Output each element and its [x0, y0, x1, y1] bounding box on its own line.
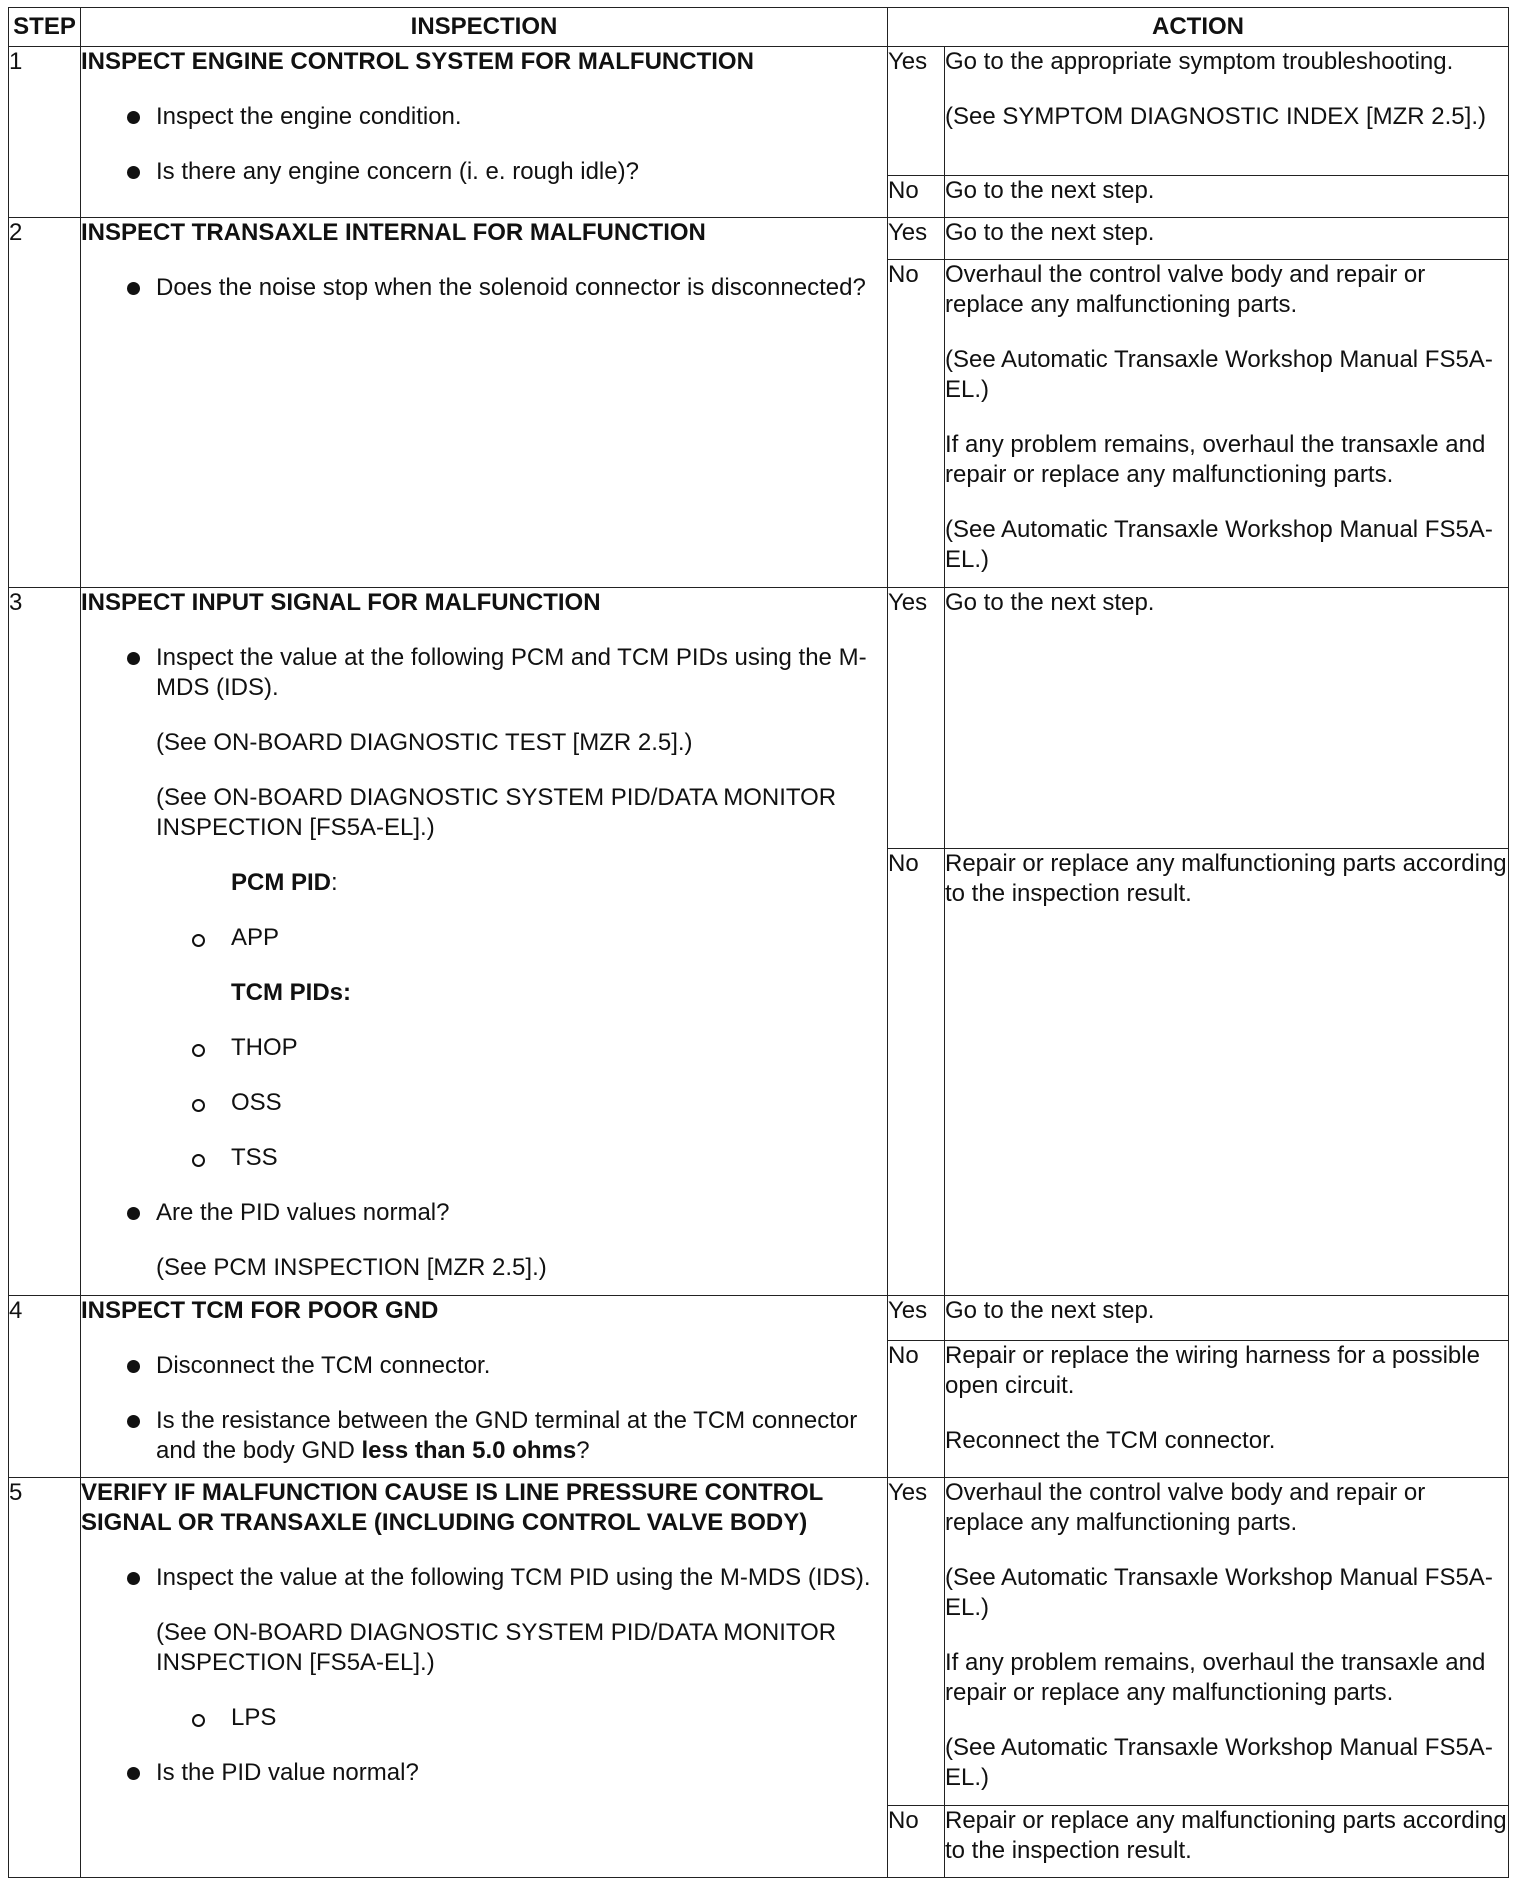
step-title: INSPECT INPUT SIGNAL FOR MALFUNCTION: [81, 589, 601, 616]
yes-label: Yes: [888, 47, 945, 176]
action-text: Overhaul the control valve body and repair or replace any malfunctioning parts.: [945, 261, 1426, 318]
action-text: Go to the next step.: [945, 177, 1155, 204]
question-mark: ?: [576, 1437, 590, 1464]
step-1-inspection: [81, 47, 888, 218]
action-text: Repair or replace any malfunctioning parts according to the inspection result.: [945, 1807, 1507, 1864]
bullet-item: Inspect the engine condition.: [81, 102, 887, 132]
step-2-inspection: [81, 218, 888, 588]
reference-note: (See PCM INSPECTION [MZR 2.5].): [156, 1254, 547, 1281]
yes-label: Yes: [888, 1296, 945, 1341]
bullet-item: Are the PID values normal?: [81, 1198, 887, 1228]
no-label: No: [888, 849, 945, 1296]
step-5-yes-action: [945, 1478, 1509, 1806]
step-4-no-action: [945, 1341, 1509, 1478]
step-2-yes-action: [945, 218, 1509, 260]
step-number: 5: [9, 1478, 81, 1878]
step-3-inspection: [81, 588, 888, 1296]
pid-item: TSS: [81, 1143, 887, 1173]
pid-item: THOP: [81, 1033, 887, 1063]
step-2-yes-row: [9, 218, 1509, 260]
header-action: ACTION: [888, 8, 1509, 47]
yes-label: Yes: [888, 1478, 945, 1806]
bullet-item: Does the noise stop when the solenoid connector is disconnected?: [81, 273, 887, 303]
yes-label: Yes: [888, 218, 945, 260]
step-1-no-action: [945, 176, 1509, 218]
no-label: No: [888, 1806, 945, 1878]
step-title: INSPECT ENGINE CONTROL SYSTEM FOR MALFUNCTION: [81, 48, 754, 75]
step-4-yes-action: [945, 1296, 1509, 1341]
action-text: Go to the appropriate symptom troubleshooting.: [945, 48, 1454, 75]
action-text: Repair or replace the wiring harness for a possible open circuit.: [945, 1342, 1480, 1399]
step-5-yes-row: [9, 1478, 1509, 1806]
no-label: No: [888, 176, 945, 218]
step-4-inspection: [81, 1296, 888, 1478]
pid-item: LPS: [81, 1703, 887, 1733]
action-text: Go to the next step.: [945, 219, 1155, 246]
no-label: No: [888, 260, 945, 588]
action-text: Go to the next step.: [945, 1297, 1155, 1324]
step-number: 4: [9, 1296, 81, 1478]
bullet-item: [81, 1406, 887, 1466]
diagnostic-table: [8, 7, 1509, 1878]
bullet-item: Is the PID value normal?: [81, 1758, 887, 1788]
step-number: 1: [9, 47, 81, 218]
pcm-pid-colon: :: [331, 869, 338, 896]
step-3-yes-action: [945, 588, 1509, 849]
action-reference: (See Automatic Transaxle Workshop Manual FS5A-EL.): [945, 346, 1493, 403]
pid-item: APP: [81, 923, 887, 953]
resistance-question: Is the resistance between the GND terminal at the TCM connector and the body GND: [156, 1407, 858, 1464]
action-text: If any problem remains, overhaul the transaxle and repair or replace any malfunctioning parts.: [945, 431, 1486, 488]
resistance-threshold: less than 5.0 ohms: [361, 1437, 577, 1464]
yes-label: Yes: [888, 588, 945, 849]
action-text: Go to the next step.: [945, 589, 1155, 616]
pcm-pid-label: PCM PID: [231, 869, 332, 896]
step-2-no-action: [945, 260, 1509, 588]
table-header-row: [9, 8, 1509, 47]
step-title: INSPECT TRANSAXLE INTERNAL FOR MALFUNCTION: [81, 219, 706, 246]
bullet-item: Is there any engine concern (i. e. rough idle)?: [81, 157, 887, 187]
step-title: VERIFY IF MALFUNCTION CAUSE IS LINE PRESSURE CONTROL SIGNAL OR TRANSAXLE (INCLUDING CONTROL VALVE BODY): [81, 1479, 823, 1536]
bullet-item: Disconnect the TCM connector.: [81, 1351, 887, 1381]
step-number: 2: [9, 218, 81, 588]
header-inspection: INSPECTION: [81, 8, 888, 47]
tcm-pid-heading: [81, 978, 887, 1008]
action-reference: (See Automatic Transaxle Workshop Manual FS5A-EL.): [945, 1564, 1493, 1621]
step-1-yes-action: [945, 47, 1509, 176]
tcm-pid-label: TCM PIDs: [231, 979, 344, 1006]
step-5-inspection: [81, 1478, 888, 1878]
reference-note: (See ON-BOARD DIAGNOSTIC TEST [MZR 2.5].): [156, 729, 693, 756]
tcm-pid-colon: :: [343, 979, 352, 1006]
action-reference: (See Automatic Transaxle Workshop Manual FS5A-EL.): [945, 1734, 1493, 1791]
pcm-pid-heading: [81, 868, 887, 898]
action-text: Overhaul the control valve body and repair or replace any malfunctioning parts.: [945, 1479, 1426, 1536]
bullet-item: Inspect the value at the following TCM PID using the M-MDS (IDS).: [81, 1563, 887, 1593]
action-reference: (See SYMPTOM DIAGNOSTIC INDEX [MZR 2.5].): [945, 103, 1486, 130]
action-text: Repair or replace any malfunctioning parts according to the inspection result.: [945, 850, 1507, 907]
step-1-yes-row: [9, 47, 1509, 176]
step-4-yes-row: [9, 1296, 1509, 1341]
action-reference: (See Automatic Transaxle Workshop Manual FS5A-EL.): [945, 516, 1493, 573]
step-3-no-action: [945, 849, 1509, 1296]
no-label: No: [888, 1341, 945, 1478]
step-number: 3: [9, 588, 81, 1296]
header-step: STEP: [9, 8, 81, 47]
bullet-item: Inspect the value at the following PCM and TCM PIDs using the M-MDS (IDS).: [81, 643, 887, 703]
diagnostic-page: [8, 7, 1508, 1877]
action-text: If any problem remains, overhaul the transaxle and repair or replace any malfunctioning parts.: [945, 1649, 1486, 1706]
step-5-no-action: [945, 1806, 1509, 1878]
pid-item: OSS: [81, 1088, 887, 1118]
step-3-yes-row: [9, 588, 1509, 849]
step-title: INSPECT TCM FOR POOR GND: [81, 1297, 439, 1324]
reference-note: (See ON-BOARD DIAGNOSTIC SYSTEM PID/DATA MONITOR INSPECTION [FS5A-EL].): [156, 1619, 837, 1676]
reference-note: (See ON-BOARD DIAGNOSTIC SYSTEM PID/DATA MONITOR INSPECTION [FS5A-EL].): [156, 784, 837, 841]
action-text: Reconnect the TCM connector.: [945, 1427, 1276, 1454]
